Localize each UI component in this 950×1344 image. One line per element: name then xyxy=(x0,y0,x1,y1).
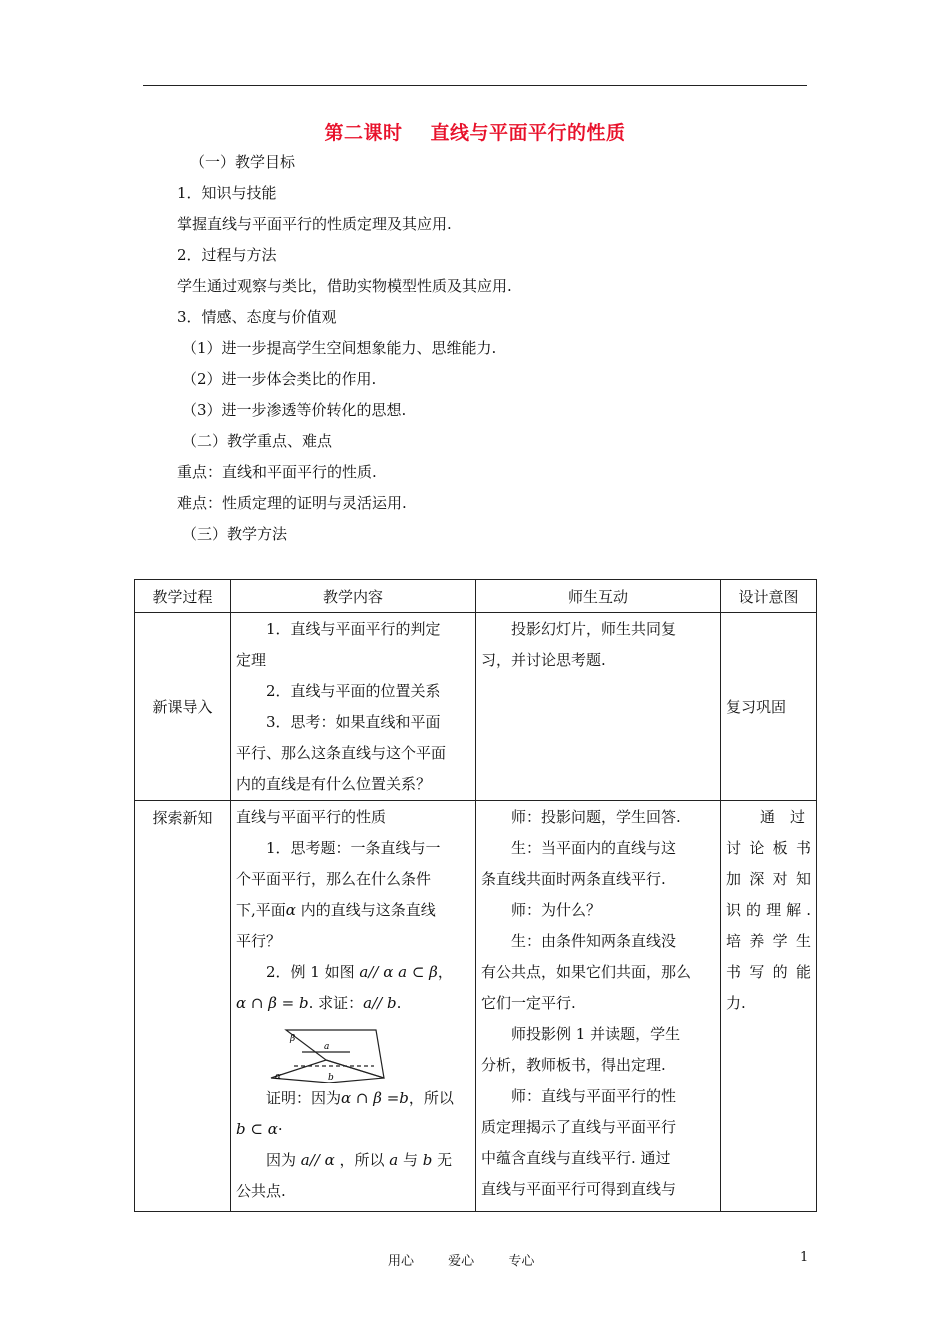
text-span: 内的直线与这条直线 xyxy=(295,901,436,919)
label-alpha: α xyxy=(275,1072,282,1082)
content-line: 公共点. xyxy=(236,1182,286,1200)
interaction-line: 质定理揭示了直线与平面平行 xyxy=(481,1118,677,1136)
content-line xyxy=(236,895,470,926)
difficult-point: 难点：性质定理的证明与灵活运用. xyxy=(177,494,407,512)
intent-intro: 复习巩固 xyxy=(721,613,817,801)
lesson-table xyxy=(134,579,817,1212)
intent-line: 力. xyxy=(726,994,746,1012)
interaction-line: 它们一定平行. xyxy=(481,994,576,1012)
content-intro xyxy=(231,613,476,801)
text-span: 无 xyxy=(432,1151,453,1169)
page-title xyxy=(0,118,950,145)
text-span: · xyxy=(277,1120,283,1138)
label-a: a xyxy=(324,1042,330,1052)
interaction-line: 师：投影问题，学生回答. xyxy=(511,808,681,826)
math-expr: α ∩ β =b xyxy=(341,1089,409,1107)
footer-item: 爱心 xyxy=(448,1254,475,1269)
text-span: . 求证： xyxy=(308,994,364,1012)
title-part2: 直线与平面平行的性质 xyxy=(430,122,626,144)
math-expr: a// α xyxy=(300,1151,335,1169)
math-expr: α ∩ β = b xyxy=(236,994,309,1012)
intent-line: 加深对知 xyxy=(726,870,811,888)
method-heading: （三）教学方法 xyxy=(182,525,288,543)
interaction-line: 投影幻灯片，师生共同复 xyxy=(511,620,677,638)
page-number: 1 xyxy=(800,1250,809,1265)
math-expr: b ⊂ α xyxy=(236,1120,278,1138)
text-span: 因为 xyxy=(266,1151,301,1169)
footer-item: 用心 xyxy=(388,1254,415,1269)
goal3-item1: （1）进一步提高学生空间想象能力、思维能力. xyxy=(182,339,497,357)
interaction-explore xyxy=(476,801,721,1212)
goal3-item3: （3）进一步渗透等价转化的思想. xyxy=(182,401,407,419)
interaction-line: 有公共点，如果它们共面，那么 xyxy=(481,963,692,981)
math-expr: a// α a ⊂ β xyxy=(359,963,438,981)
goal1-text: 掌握直线与平面平行的性质定理及其应用. xyxy=(177,215,452,233)
math-expr: a// b xyxy=(363,994,397,1012)
interaction-line: 生：由条件知两条直线没 xyxy=(511,932,677,950)
content-line xyxy=(236,957,470,988)
header-rule xyxy=(143,85,807,86)
label-beta: β xyxy=(290,1034,296,1044)
math-expr: a xyxy=(389,1151,399,1169)
interaction-line: 师投影例 1 并读题，学生 xyxy=(511,1025,681,1043)
text-span: ，所以 xyxy=(408,1089,454,1107)
content-line: 1．直线与平面平行的判定 xyxy=(266,620,441,638)
table-row xyxy=(135,801,817,1212)
interaction-line: 生：当平面内的直线与这 xyxy=(511,839,677,857)
text-span: 证明：因为 xyxy=(266,1089,342,1107)
intent-explore xyxy=(721,801,817,1212)
intent-line: 培养学生 xyxy=(726,932,811,950)
table-row xyxy=(135,613,817,801)
content-line xyxy=(236,988,470,1019)
footer-motto xyxy=(388,1250,564,1269)
interaction-line: 中蕴含直线与直线平行. 通过 xyxy=(481,1149,671,1167)
text-span: ，所以 xyxy=(334,1151,390,1169)
text-span: 下,平面 xyxy=(236,901,286,919)
math-expr: b xyxy=(422,1151,433,1169)
interaction-intro xyxy=(476,613,721,801)
content-line: 2．直线与平面的位置关系 xyxy=(266,682,441,700)
goal3-item2: （2）进一步体会类比的作用. xyxy=(182,370,377,388)
content-line: 直线与平面平行的性质 xyxy=(236,808,387,826)
goal1-heading: 1．知识与技能 xyxy=(177,184,277,202)
interaction-line: 分析，教师板书，得出定理. xyxy=(481,1056,666,1074)
header-interaction: 师生互动 xyxy=(476,580,721,613)
text-span: 2．例 1 如图 xyxy=(266,963,360,981)
header-intent: 设计意图 xyxy=(721,580,817,613)
content-line: 1．思考题：一条直线与一 xyxy=(266,839,441,857)
header-stage: 教学过程 xyxy=(135,580,231,613)
content-line xyxy=(236,1114,470,1145)
title-part1: 第二课时 xyxy=(324,122,403,144)
content-line: 3．思考：如果直线和平面 xyxy=(266,713,441,731)
label-b: b xyxy=(328,1073,334,1083)
content-line: 内的直线是有什么位置关系？ xyxy=(236,775,432,793)
content-line: 个平面平行，那么在什么条件 xyxy=(236,870,432,888)
stage-intro: 新课导入 xyxy=(135,613,231,801)
example-figure xyxy=(266,1025,396,1083)
content-line xyxy=(236,1145,470,1176)
text-span: 与 xyxy=(398,1151,423,1169)
goal2-text: 学生通过观察与类比，借助实物模型性质及其应用. xyxy=(177,277,512,295)
interaction-line: 直线与平面平行可得到直线与 xyxy=(481,1180,677,1198)
interaction-line: 师：为什么？ xyxy=(511,901,602,919)
content-line: 平行、那么这条直线与这个平面 xyxy=(236,744,447,762)
goal2-heading: 2．过程与方法 xyxy=(177,246,277,264)
table-header-row xyxy=(135,580,817,613)
intent-line: 书写的能 xyxy=(726,963,811,981)
text-span: ， xyxy=(437,963,453,981)
intent-line: 通 过 xyxy=(759,808,805,826)
footer-item: 专心 xyxy=(508,1254,535,1269)
interaction-line: 师：直线与平面平行的性 xyxy=(511,1087,677,1105)
goals-heading: （一）教学目标 xyxy=(190,153,296,171)
key-point: 重点：直线和平面平行的性质. xyxy=(177,463,377,481)
text-span: . xyxy=(396,994,402,1012)
intent-line: 讨论板书 xyxy=(726,839,811,857)
goal3-heading: 3．情感、态度与价值观 xyxy=(177,308,337,326)
math-alpha: α xyxy=(285,901,296,919)
stage-explore: 探索新知 xyxy=(135,801,231,1212)
content-line: 平行？ xyxy=(236,932,282,950)
content-line: 定理 xyxy=(236,651,267,669)
intent-line: 识的理解. xyxy=(726,901,811,919)
content-explore xyxy=(231,801,476,1212)
header-content: 教学内容 xyxy=(231,580,476,613)
key-heading: （二）教学重点、难点 xyxy=(182,432,333,450)
interaction-line: 条直线共面时两条直线平行. xyxy=(481,870,666,888)
plane-beta xyxy=(286,1030,384,1078)
content-line xyxy=(236,1083,470,1114)
interaction-line: 习，并讨论思考题. xyxy=(481,651,606,669)
